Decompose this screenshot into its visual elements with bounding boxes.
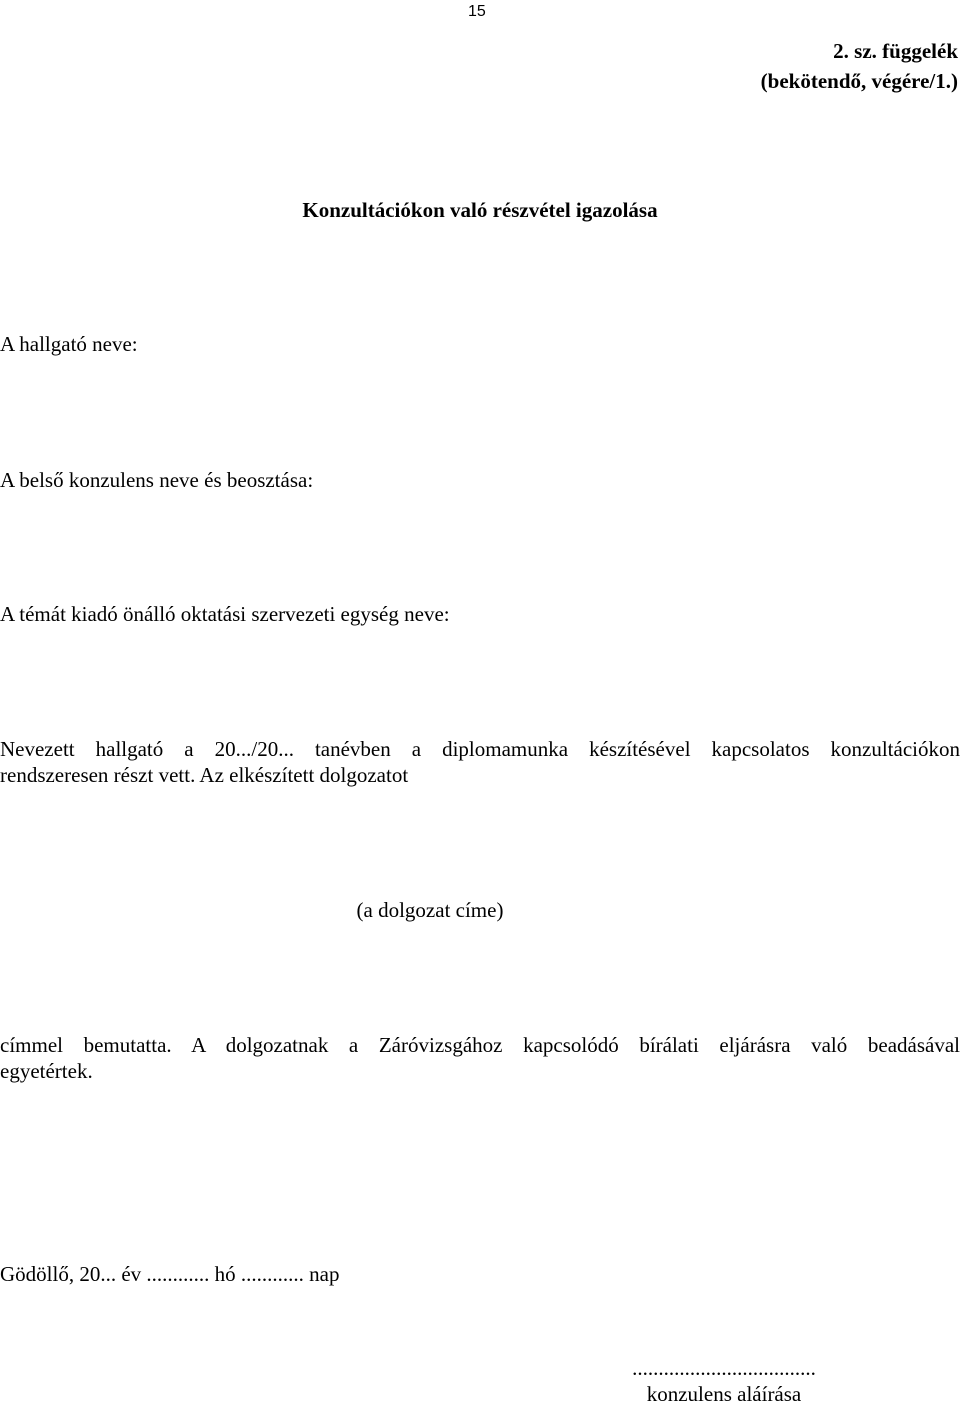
place-date-line: Gödöllő, 20... év ............ hó ............ nap xyxy=(0,1262,340,1286)
page-number: 15 xyxy=(468,3,486,20)
appendix-note: (bekötendő, végére/1.) xyxy=(760,69,958,93)
student-name-label: A hallgató neve: xyxy=(0,332,138,356)
thesis-title-placeholder: (a dolgozat címe) xyxy=(356,898,504,922)
approval-line-1: címmel bemutatta. A dolgozatnak a Záróvizsgához kapcsolódó bírálati eljárásra való beadásával xyxy=(0,1033,960,1057)
approval-line-2: egyetértek. xyxy=(0,1059,93,1083)
consultant-label: A belső konzulens neve és beosztása: xyxy=(0,468,314,492)
confirmation-paragraph xyxy=(0,736,960,788)
appendix-header xyxy=(761,36,958,96)
confirmation-line-1: Nevezett hallgató a 20.../20... tanévben a diplomamunka készítésével kapcsolatos konzultációkon xyxy=(0,737,960,761)
approval-paragraph xyxy=(0,1032,960,1084)
appendix-number: 2. sz. függelék xyxy=(833,39,958,63)
signature-label: konzulens aláírása xyxy=(646,1382,802,1406)
document-title: Konzultációkon való részvétel igazolása xyxy=(302,198,658,222)
confirmation-line-2: rendszeresen részt vett. Az elkészített dolgozatot xyxy=(0,763,409,787)
unit-label: A témát kiadó önálló oktatási szervezeti egység neve: xyxy=(0,602,450,626)
signature-dots: ................................... xyxy=(632,1356,816,1380)
